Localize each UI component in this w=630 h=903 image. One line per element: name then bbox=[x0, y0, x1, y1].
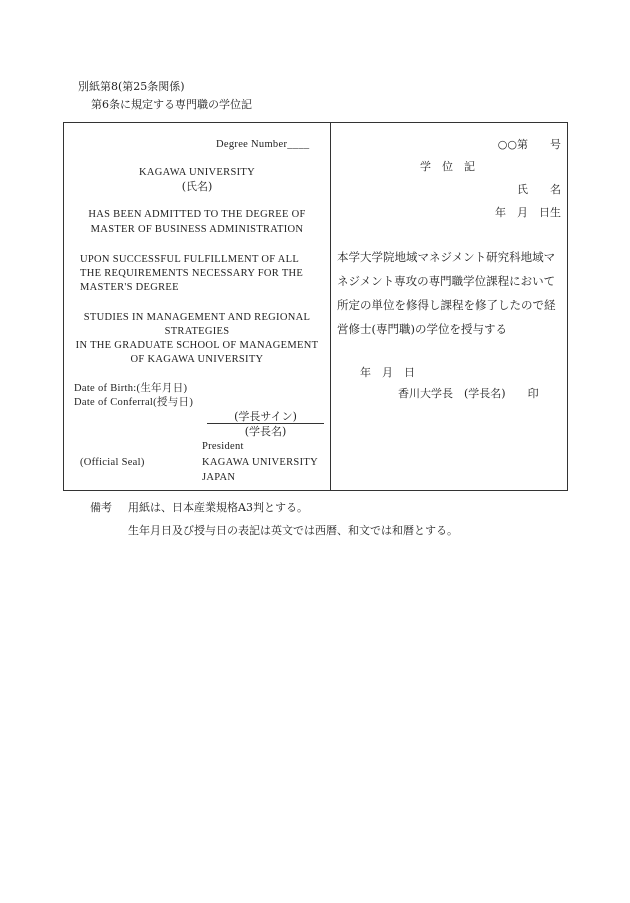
admitted-line-2: MASTER OF BUSINESS ADMINISTRATION bbox=[90, 224, 304, 235]
column-divider bbox=[330, 122, 331, 491]
notes-label: 備考 bbox=[90, 501, 112, 514]
jp-diploma-title: 学 位 記 bbox=[420, 160, 475, 173]
upon-line-3: MASTER'S DEGREE bbox=[80, 282, 179, 293]
studies-line-2: STRATEGIES bbox=[164, 326, 230, 337]
jp-name: 氏 名 bbox=[517, 183, 561, 196]
president-signature: (学長サイン) bbox=[234, 410, 297, 423]
jp-body-line-2: ネジメント専攻の専門職学位課程において bbox=[337, 274, 556, 288]
jp-degree-number: ○○第 号 bbox=[497, 138, 561, 151]
upon-line-2: THE REQUIREMENTS NECESSARY FOR THE bbox=[80, 268, 304, 279]
recipient-name: (氏名) bbox=[181, 180, 213, 193]
upon-line-1: UPON SUCCESSFUL FULFILLMENT OF ALL bbox=[80, 254, 300, 265]
page-title: 第6条に規定する専門職の学位記 bbox=[91, 98, 252, 111]
signature-line bbox=[207, 423, 324, 424]
date-of-birth: Date of Birth:(生年月日) bbox=[74, 383, 188, 394]
note-date-format: 生年月日及び授与日の表記は英文では西暦、和文では和暦とする。 bbox=[128, 524, 458, 537]
jp-president: 香川大学長 (学長名) 印 bbox=[398, 387, 539, 400]
date-of-conferral: Date of Conferral(授与日) bbox=[74, 397, 194, 408]
studies-line-3: IN THE GRADUATE SCHOOL OF MANAGEMENT bbox=[75, 340, 319, 351]
studies-line-4: OF KAGAWA UNIVERSITY bbox=[130, 354, 264, 365]
official-seal: (Official Seal) bbox=[80, 457, 145, 468]
jp-body-line-4: 営修士(専門職)の学位を授与する bbox=[337, 322, 507, 336]
president-title: President bbox=[202, 441, 244, 452]
jp-body-line-1: 本学大学院地域マネジメント研究科地域マ bbox=[337, 250, 556, 264]
appendix-label: 別紙第8(第25条関係) bbox=[78, 80, 185, 93]
admitted-line-1: HAS BEEN ADMITTED TO THE DEGREE OF bbox=[88, 209, 306, 220]
jp-conferral-date: 年 月 日 bbox=[360, 366, 415, 379]
note-paper-size: 用紙は、日本産業規格A3判とする。 bbox=[128, 501, 308, 514]
studies-line-1: STUDIES IN MANAGEMENT AND REGIONAL bbox=[83, 312, 311, 323]
president-name: (学長名) bbox=[244, 425, 287, 438]
university-name: KAGAWA UNIVERSITY bbox=[139, 167, 255, 178]
jp-birthdate: 年 月 日生 bbox=[495, 206, 561, 219]
country: JAPAN bbox=[202, 472, 236, 483]
degree-number: Degree Number____ bbox=[216, 139, 310, 150]
president-university: KAGAWA UNIVERSITY bbox=[202, 457, 318, 468]
jp-body-line-3: 所定の単位を修得し課程を修了したので経 bbox=[337, 298, 556, 312]
